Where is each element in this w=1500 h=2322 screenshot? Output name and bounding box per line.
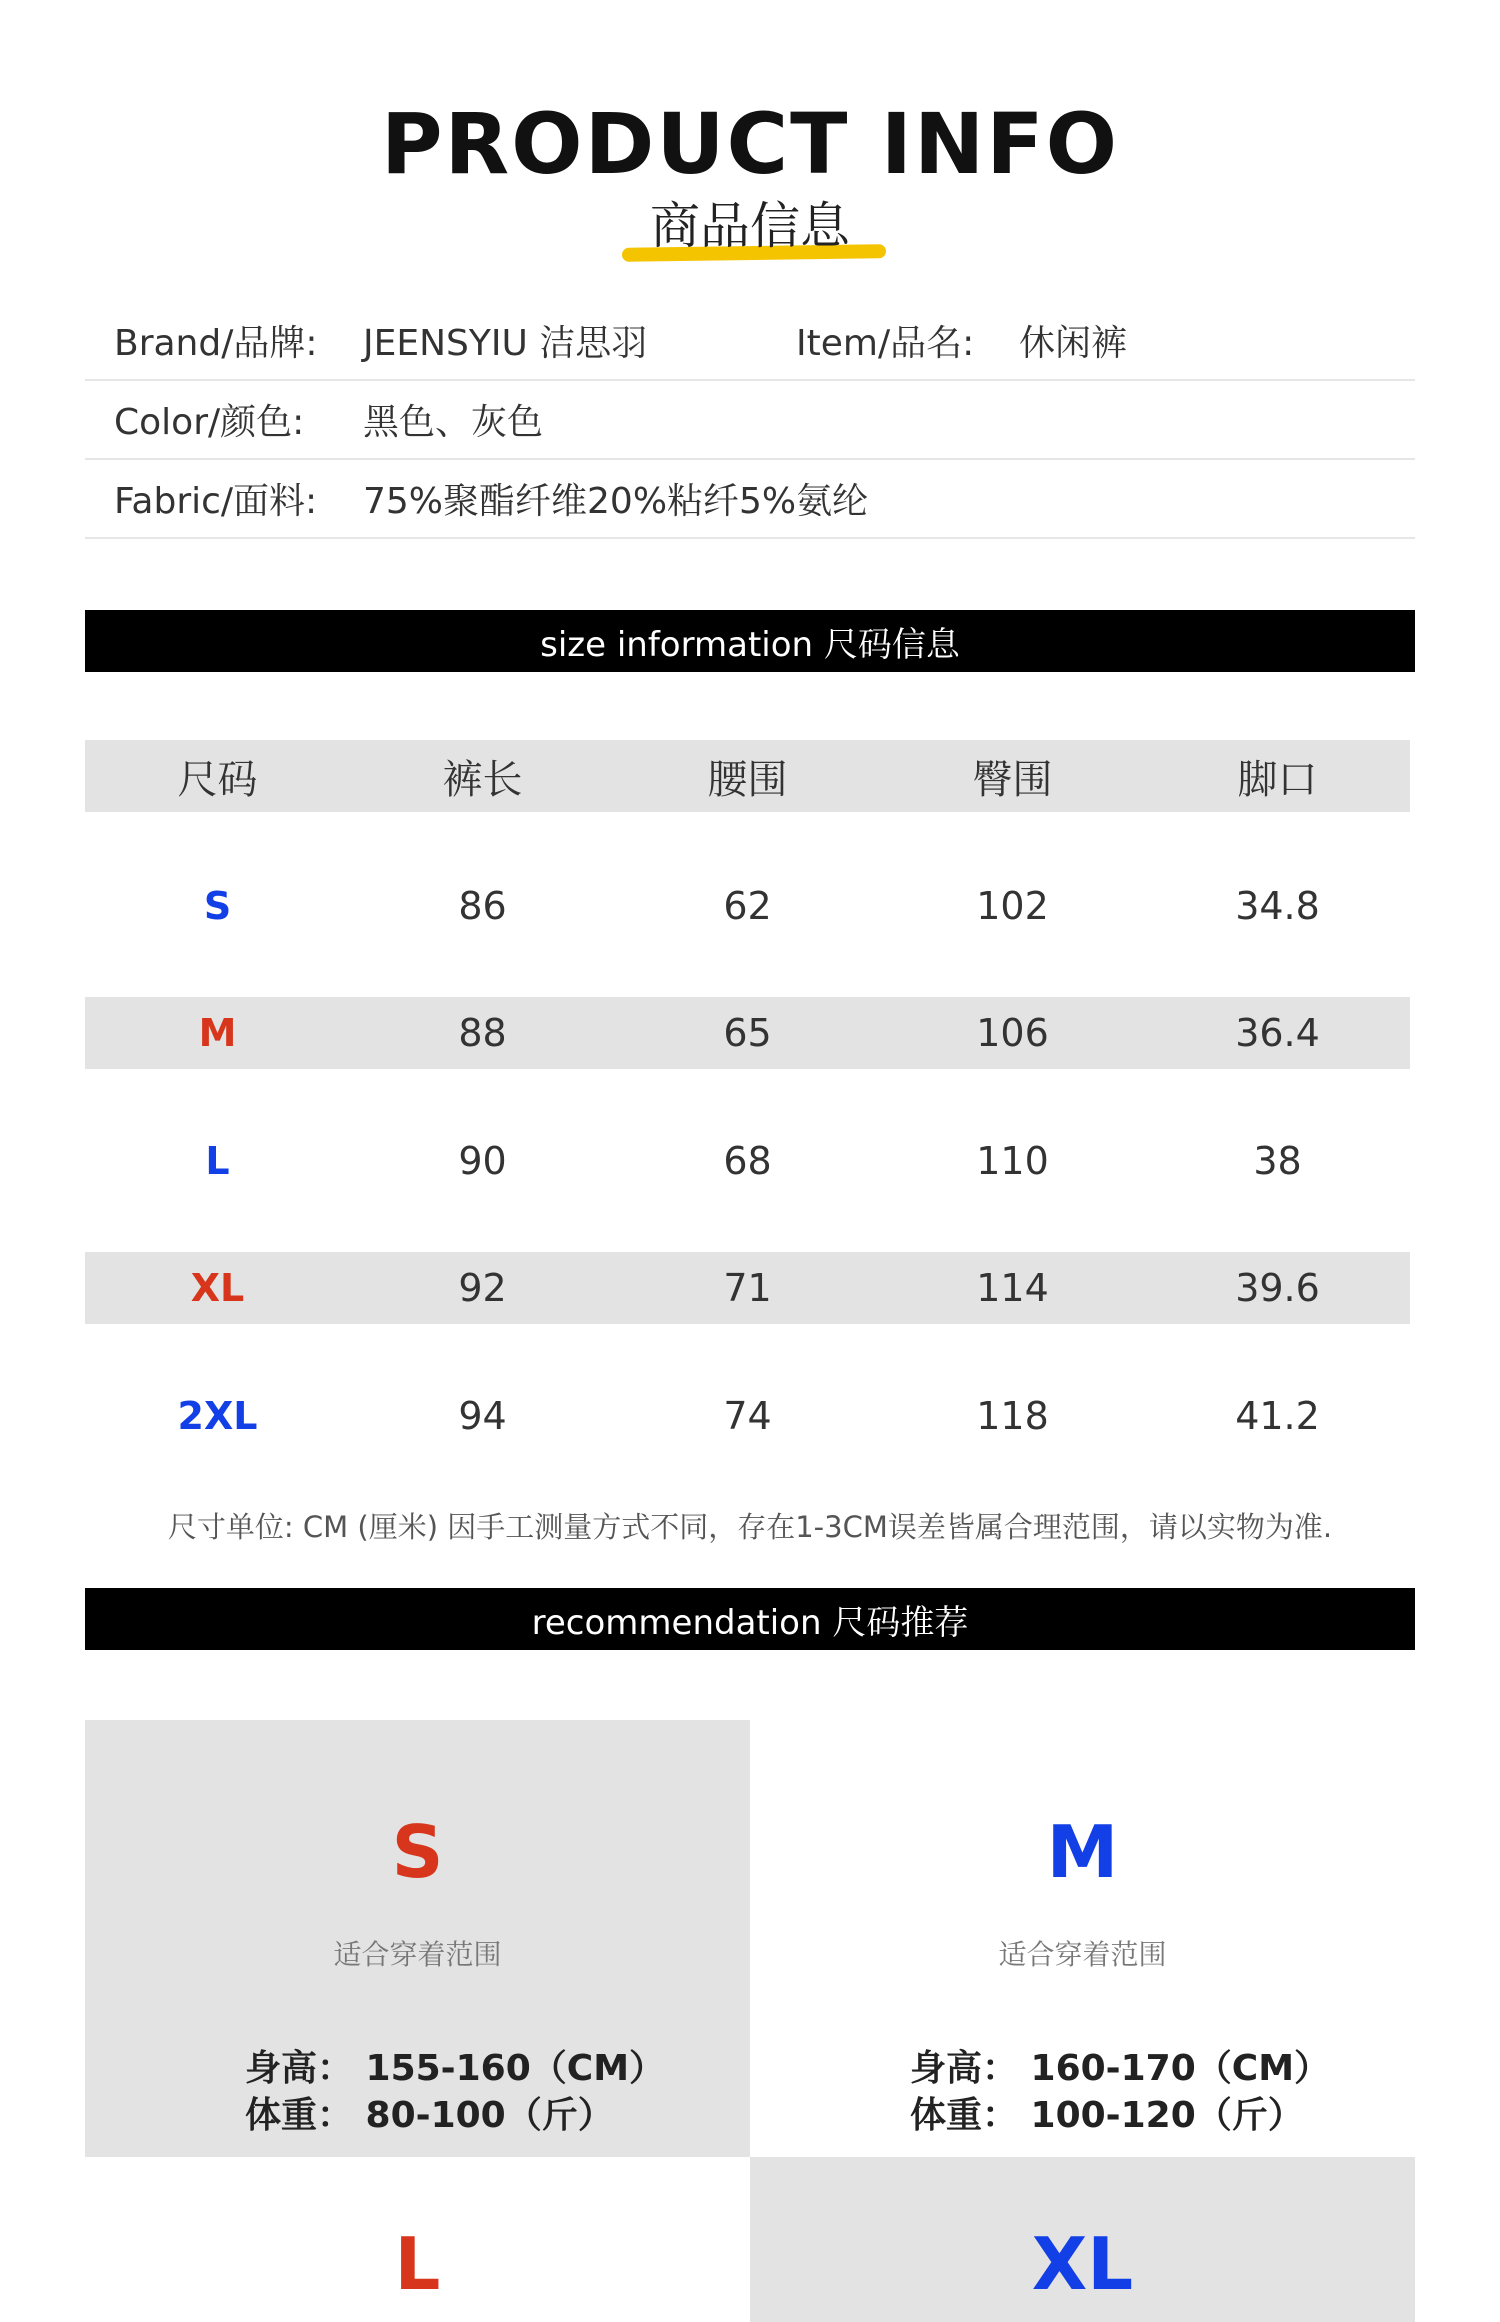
header-waist: 腰围 (707, 756, 788, 803)
rec-card-xl (750, 2157, 1415, 2322)
cell-waist: 71 (723, 1266, 772, 1310)
page-title: PRODUCT INFO (380, 95, 1120, 193)
recommendation-bar: recommendation 尺码推荐 (85, 1588, 1415, 1650)
color-value: 黑色、灰色 (363, 402, 544, 443)
rec-size-label: M (1046, 1810, 1119, 1894)
cell-hip: 110 (976, 1139, 1049, 1183)
size-s: S (203, 884, 232, 928)
cell-length: 94 (458, 1394, 507, 1438)
info-row-fabric (85, 460, 1415, 539)
cell-hip: 114 (976, 1266, 1049, 1310)
cell-length: 90 (458, 1139, 507, 1183)
header-length: 裤长 (442, 756, 523, 803)
cell-waist: 68 (723, 1139, 772, 1183)
table-row (85, 870, 1410, 942)
rec-fit-label: 适合穿着范围 (998, 1938, 1167, 1971)
header-size: 尺码 (177, 756, 258, 803)
table-row (85, 1252, 1410, 1324)
cell-hip: 118 (976, 1394, 1049, 1438)
cell-waist: 74 (723, 1394, 772, 1438)
rec-weight: 体重： 100-120（斤） (910, 2095, 1304, 2136)
cell-hem: 38 (1253, 1139, 1302, 1183)
rec-card-s (85, 1720, 750, 2157)
cell-hip: 102 (976, 884, 1049, 928)
color-label: Color/颜色: (114, 402, 305, 443)
page-subtitle (650, 186, 850, 258)
subtitle-wrap (0, 186, 1500, 258)
table-row (85, 1380, 1410, 1452)
brand-label: Brand/品牌: (114, 323, 318, 364)
brand-value: JEENSYIU 洁思羽 (363, 323, 648, 364)
size-2xl: 2XL (177, 1394, 258, 1438)
fabric-value: 75%聚酯纤维20%粘纤5%氨纶 (363, 481, 869, 522)
page-subtitle-text: 商品信息 (650, 197, 850, 255)
rec-size-label: S (391, 1810, 444, 1894)
item-label: Item/品名: (796, 323, 975, 364)
cell-hem: 36.4 (1235, 1011, 1320, 1055)
rec-height: 身高： 155-160（CM） (245, 2048, 666, 2089)
table-row (85, 1125, 1410, 1197)
rec-fit-label: 适合穿着范围 (333, 1938, 502, 1971)
cell-hem: 41.2 (1235, 1394, 1320, 1438)
info-row-brand (85, 302, 1415, 381)
table-header-row (85, 740, 1410, 812)
rec-card-m (750, 1720, 1415, 2157)
cell-hem: 39.6 (1235, 1266, 1320, 1310)
fabric-label: Fabric/面料: (114, 481, 318, 522)
size-info-bar: size information 尺码信息 (85, 610, 1415, 672)
header-hem: 脚口 (1237, 756, 1318, 803)
header-hip: 臀围 (972, 756, 1053, 803)
cell-length: 88 (458, 1011, 507, 1055)
rec-card-l (85, 2157, 750, 2322)
cell-length: 86 (458, 884, 507, 928)
size-m: M (198, 1011, 237, 1055)
size-l: L (205, 1139, 230, 1183)
rec-height: 身高： 160-170（CM） (910, 2048, 1331, 2089)
item-value: 休闲裤 (1019, 323, 1128, 364)
cell-hem: 34.8 (1235, 884, 1320, 928)
table-row (85, 997, 1410, 1069)
size-xl: XL (190, 1266, 245, 1310)
cell-waist: 62 (723, 884, 772, 928)
rec-size-label: L (394, 2222, 441, 2306)
rec-weight: 体重： 80-100（斤） (245, 2095, 614, 2136)
cell-length: 92 (458, 1266, 507, 1310)
product-info-list (85, 302, 1415, 539)
cell-hip: 106 (976, 1011, 1049, 1055)
measurement-note: 尺寸单位: CM (厘米) 因手工测量方式不同，存在1-3CM误差皆属合理范围，请以实物为准. (167, 1510, 1333, 1544)
info-row-color (85, 381, 1415, 460)
rec-size-label: XL (1031, 2222, 1134, 2306)
cell-waist: 65 (723, 1011, 772, 1055)
